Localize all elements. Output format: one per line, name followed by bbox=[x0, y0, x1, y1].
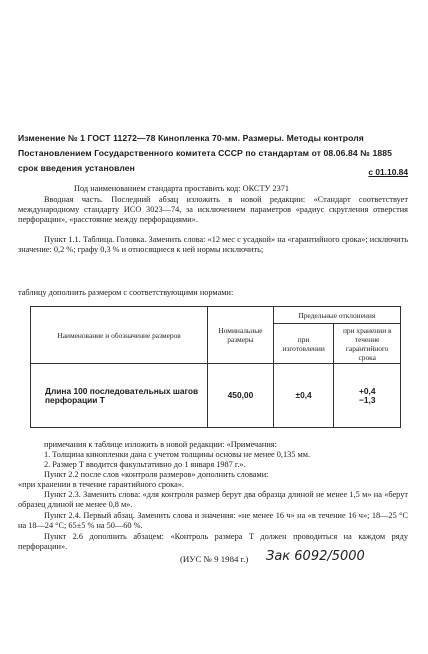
paragraph-table-intro: таблицу дополнить размером с соответствующими нормами: bbox=[18, 288, 234, 297]
handwritten-order-note: Зак 6092/5000 bbox=[266, 549, 365, 564]
storage-minus: −1,3 bbox=[358, 394, 376, 405]
header-manufacture: при изготовлении bbox=[273, 324, 334, 364]
header-limits: Предельные отклонения bbox=[273, 307, 400, 324]
note-2: 2. Размер T вводится факультативно до 1 января 1987 г.». bbox=[44, 460, 246, 469]
paragraph-2-2: Пункт 2.2 после слов «контроля размеров» дополнить словами: bbox=[44, 470, 269, 479]
decree-line: Постановлением Государственного комитета СССР по стандартам от 08.06.84 № 1885 срок введения установлен bbox=[18, 148, 392, 173]
title-line: Изменение № 1 ГОСТ 11272—78 Кинопленка 70-мм. Размеры. Методы контроля bbox=[18, 133, 364, 143]
header-name: Наименование и обозначение размеров bbox=[31, 307, 208, 364]
paragraph-1-1: Пункт 1.1. Таблица. Головка. Заменить слова: «12 мес с усадкой» на «гарантийного срока»; исключить значение: 0,2 %; графу 0,3 % и относящиеся к ней нормы исключить; bbox=[18, 235, 408, 255]
effective-date: с 01.10.84 bbox=[368, 167, 408, 177]
paragraph-2-4: Пункт 2.4. Первый абзац. Заменить слова и значения: «не менее 16 ч» на «в течение 16 ч»; 18—25 °С на 18—24 °С; 65±5 % на 50—60 %. bbox=[18, 511, 408, 531]
paragraph-2-2-cont: «при хранении в течение гарантийного срока». bbox=[18, 480, 184, 489]
paragraph-intro: Вводная часть. Последний абзац изложить в новой редакции: «Стандарт соответствует международному стандарту ИСО 3023—74, за исключением параметров «радиус скругления отверстия перфорации», «расстояние между перфорациями». bbox=[18, 195, 408, 225]
storage-plus: +0,4 bbox=[358, 385, 376, 396]
ius-reference: (ИУС № 9 1984 г.) bbox=[180, 554, 249, 564]
header-storage: при хранении в течение гарантийного срока bbox=[334, 324, 401, 364]
header-nominal: Номинальные размеры bbox=[208, 307, 274, 364]
dimensions-table bbox=[30, 306, 401, 428]
row-nominal: 450,00 bbox=[208, 364, 274, 428]
paragraph-2-6: Пункт 2.6 дополнить абзацем: «Контроль размера T должен проводиться на каждом ряду перфорации». bbox=[18, 532, 408, 552]
row-name: Длина 100 последовательных шагов перфорации T bbox=[31, 364, 208, 428]
row-manufacture: ±0,4 bbox=[273, 364, 334, 428]
row-storage bbox=[334, 364, 401, 428]
paragraph-okstu: Под наименованием стандарта проставить код: ОКСТУ 2371 bbox=[74, 184, 290, 193]
note-1: 1. Толщина кинопленки дана с учетом толщины основы не менее 0,135 мм. bbox=[44, 450, 311, 459]
paragraph-notes: примечания к таблице изложить в новой редакции: «Примечания: bbox=[44, 440, 277, 449]
paragraph-2-3: Пункт 2.3. Заменить слова: «для контроля размер берут два образца длиной не менее 1,5 м» на «берут образец длиной не менее 0,8 м». bbox=[18, 490, 408, 510]
document-title bbox=[18, 131, 410, 176]
